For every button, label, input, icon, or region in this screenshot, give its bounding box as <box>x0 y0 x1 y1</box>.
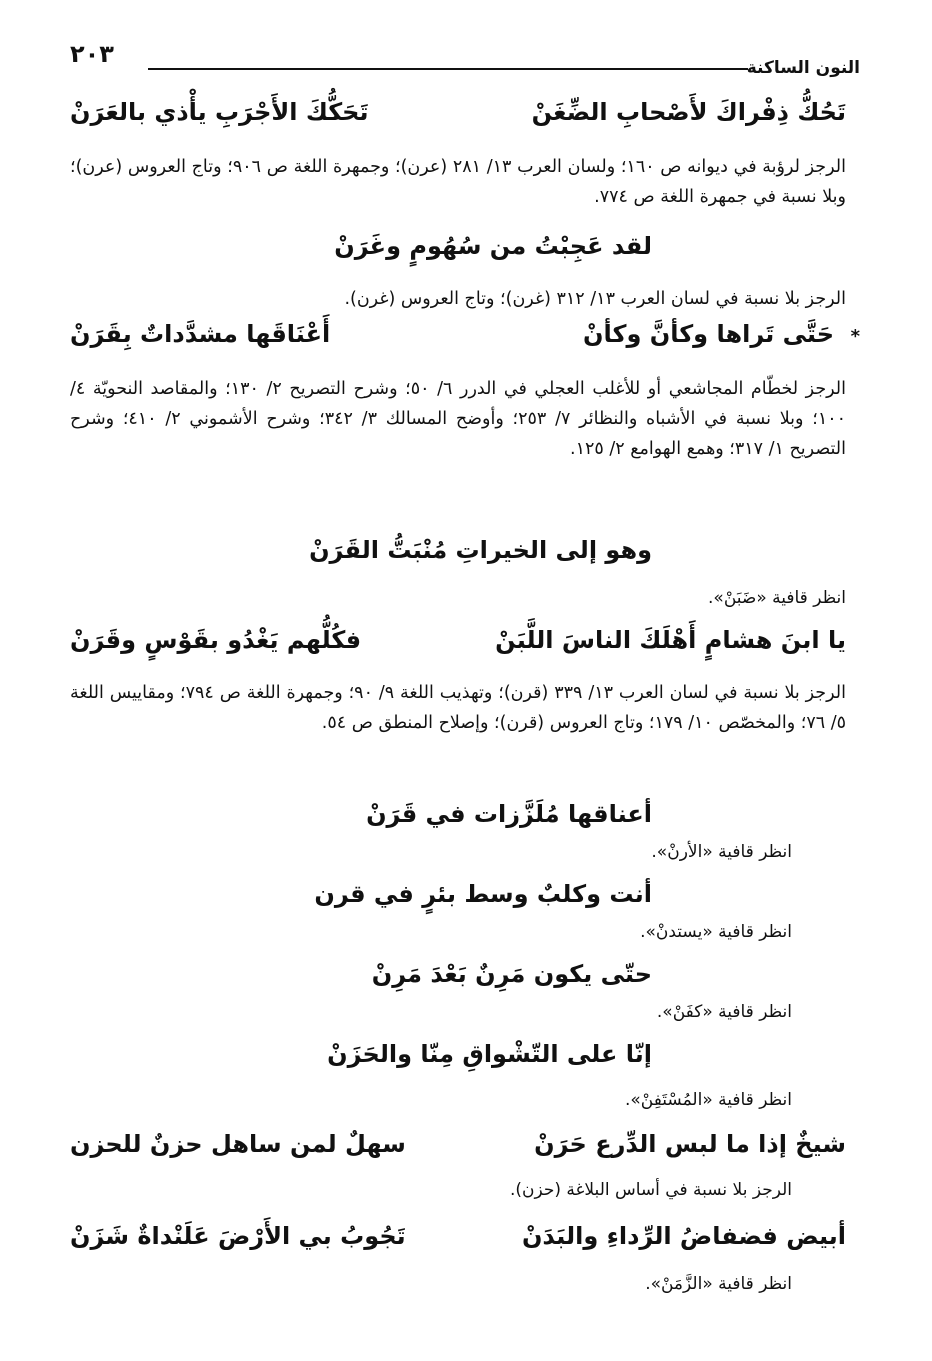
rhyme-reference: انظر قافية «الزَّمَنْ». <box>645 1274 792 1294</box>
verse-text: وهو إلى الخيراتِ مُنْبَتُّ القَرَنْ <box>309 536 652 564</box>
verse-first-hemistich: أبيض فضفاضُ الرِّداءِ والبَدَنْ <box>521 1222 846 1250</box>
verse-line <box>252 1040 652 1080</box>
verse-text: لقد عَجِبْتُ من سُهُومٍ وغَرَنْ <box>334 232 652 260</box>
rhyme-reference: انظر قافية «الأرنْ». <box>651 842 792 862</box>
verse-second-hemistich: فكُلُّهم يَغْدُو بقَوْسٍ وقَرَنْ <box>70 626 362 654</box>
verse-second-hemistich: تَحَكُّكَ الأَجْرَبِ يأْذي بالعَرَنْ <box>70 98 369 126</box>
running-title: النون الساكنة <box>746 58 860 78</box>
rhyme-reference: انظر قافية «كفَنْ». <box>656 1002 792 1022</box>
verse-text: أعناقها مُلَزَّزات في قَرَنْ <box>366 800 652 828</box>
verse-line <box>252 232 652 272</box>
star-marker: * <box>850 326 860 347</box>
verse-first-hemistich: شيخٌ إذا ما لبس الدِّرع حَرَنْ <box>534 1130 846 1158</box>
verse-second-hemistich: تَجُوبُ بي الأَرْضَ عَلَنْداةٌ شَزَنْ <box>70 1222 406 1250</box>
verse-second-hemistich: أَعْنَاقَها مشدَّداتٌ بِقَرَنْ <box>70 320 331 348</box>
header-rule <box>148 68 748 70</box>
verse-line <box>252 880 652 920</box>
verse-line <box>70 626 846 666</box>
verse-line <box>70 320 860 360</box>
verse-note: الرجز لخطّام المجاشعي أو للأغلب العجلي في الدرر ٦/ ٥٠؛ وشرح التصريح ٢/ ١٣٠؛ والمقاصد النحويّة ٤/ ١٠٠؛ وبلا نسبة في الأشباه والنظائر ٧/ ٢٥٣؛ وأوضح المسالك ٣/ ٣٤٢؛ وشرح الأشموني ٢/ ٤١٠؛ وشرح التصريح ١/ ٣١٧؛ وهمع الهوامع ٢/ ١٢٥. <box>70 379 847 459</box>
rhyme-reference: انظر قافية «المُسْتَفِنْ». <box>624 1090 792 1110</box>
verse-line <box>70 1222 846 1262</box>
page-number: ٢٠٣ <box>70 40 114 68</box>
verse-text: أنت وكلبٌ وسط بئرٍ في قرن <box>314 880 652 908</box>
verse-line <box>252 536 652 576</box>
verse-note: الرجز لرؤبة في ديوانه ص ١٦٠؛ ولسان العرب ١٣/ ٢٨١ (عرن)؛ وجمهرة اللغة ص ٩٠٦؛ وتاج العروس (عرن)؛ وبلا نسبة في جمهرة اللغة ص ٧٧٤. <box>70 157 846 207</box>
rhyme-reference: انظر قافية «يستدنْ». <box>640 922 792 942</box>
verse-line <box>252 800 652 840</box>
verse-note: الرجز بلا نسبة في لسان العرب ١٣/ ٣٣٩ (قرن)؛ وتهذيب اللغة ٩/ ٩٠؛ وجمهرة اللغة ص ٧٩٤؛ ومقاييس اللغة ٥/ ٧٦؛ والمخصّص ١٠/ ١٧٩؛ وتاج العروس (قرن)؛ وإصلاح المنطق ص ٥٤. <box>70 683 846 733</box>
verse-text: حتّى يكون مَرِنٌ بَعْدَ مَرِنْ <box>371 960 652 988</box>
verse-first-hemistich: تَحُكُّ ذِفْراكَ لأَصْحابِ الضِّغَنْ <box>531 98 846 126</box>
verse-second-hemistich: سهلٌ لمن ساهل حزنٌ للحزن <box>70 1130 406 1158</box>
verse-note: الرجز بلا نسبة في لسان العرب ١٣/ ٣١٢ (غرن)؛ وتاج العروس (غرن). <box>344 289 846 309</box>
verse-first-hemistich: يا ابنَ هشامٍ أَهْلَكَ الناسَ اللَّبَنْ <box>495 626 846 654</box>
verse-text: إنّا على التّشْواقِ مِنّا والحَزَنْ <box>327 1040 652 1068</box>
verse-line <box>70 98 846 138</box>
rhyme-reference: انظر قافية «ضَبَنْ». <box>708 588 846 608</box>
verse-line <box>70 1130 846 1170</box>
verse-line <box>252 960 652 1000</box>
verse-first-hemistich: حَتَّى تَراها وكأنَّ وكأنْ <box>582 320 834 348</box>
source-note: الرجز بلا نسبة في أساس البلاغة (حزن). <box>509 1180 792 1200</box>
page-header <box>70 40 860 80</box>
